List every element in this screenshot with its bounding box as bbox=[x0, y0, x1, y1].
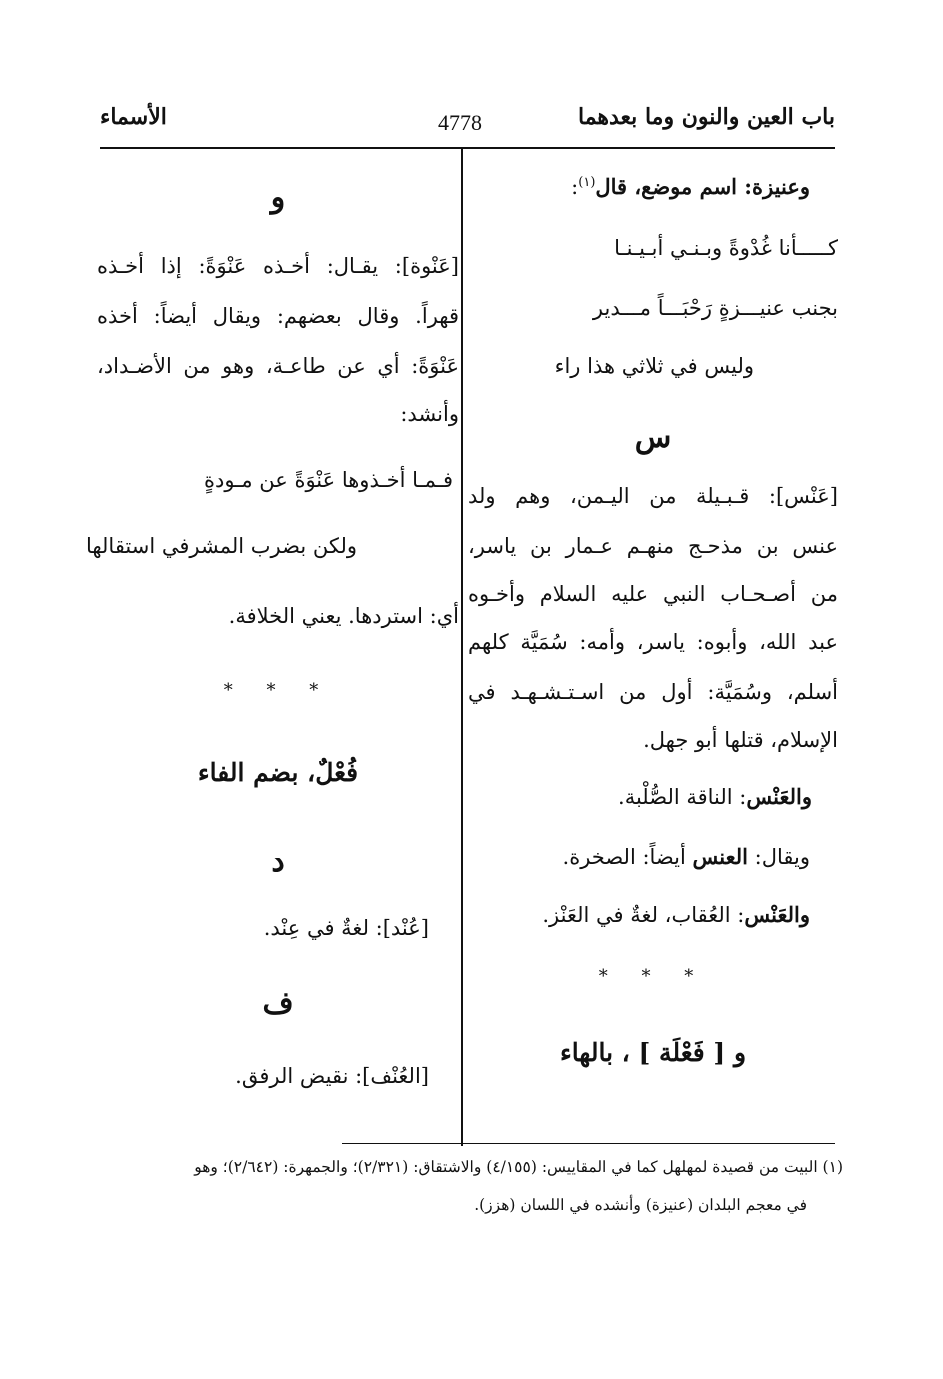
entry-ans-line-6: الإسلام، قتلها أبو جهل. bbox=[643, 728, 838, 752]
entry-ans-line-4: عبد الله، وأبوه: ياسر، وأمه: سُمَيَّة كلهم bbox=[468, 630, 838, 654]
verse-line-1: كـــــأنا غُدْوةً وبـنـي أبـيـنـا bbox=[614, 236, 838, 260]
verse-line-2: بجنب عنيـــزةٍ رَحْبَـــاً مـــدير bbox=[592, 296, 838, 320]
footnote-line-2: في معجم البلدان (عنيزة) وأنشده في اللسان (هزز). bbox=[474, 1196, 807, 1214]
page-number: 4778 bbox=[438, 110, 482, 135]
entry-sakhra: ويقال: العنس أيضاً: الصخرة. bbox=[562, 844, 810, 869]
entry-anwa-line-4: وأنشد: bbox=[400, 402, 459, 426]
section-separator: * * * bbox=[598, 966, 708, 987]
section-separator: * * * bbox=[223, 680, 333, 701]
entry-ans-line-3: من أصـحـاب النبي عليه السلام وأخـوه bbox=[468, 582, 838, 606]
footnote-line-1: (١) البيت من قصيدة لمهلهل كما في المقاييس: (٤/١٥٥) والاشتقاق: (٢/٣٢١)؛ والجمهرة: (٢/٦٤٢)؛ وهو bbox=[194, 1158, 843, 1176]
gloss-line: أي: استردها. يعني الخلافة. bbox=[228, 604, 459, 628]
entry-unayza: وعنيزة: اسم موضع، قال$^{(١)}$: bbox=[571, 174, 810, 199]
letter-heading-fa: ف bbox=[262, 986, 294, 1021]
note-line: وليس في ثلاثي هذا راء bbox=[554, 354, 754, 378]
footnote-ref: (١) bbox=[578, 175, 596, 190]
entry-naqa: والعَنْس: الناقة الصُّلْبة. bbox=[618, 784, 812, 809]
running-head-chapter: باب العين والنون وما بعدهما bbox=[577, 104, 835, 130]
entry-uqab: والعَنْس: العُقاب، لغةٌ في العَنْز. bbox=[542, 902, 810, 927]
entry-ans-line-2: عنس بن مذحـج منهـم عـمار بن ياسر، bbox=[468, 534, 838, 558]
letter-heading-dal: د bbox=[271, 844, 285, 879]
pattern-heading-ful: فُعْلٌ، بضم الفاء bbox=[197, 758, 359, 787]
entry-anwa-line-2: قهراً. وقال بعضهم: ويقال أيضاً: أخذه bbox=[97, 304, 459, 328]
header-rule bbox=[100, 147, 835, 149]
running-head-section: الأسماء bbox=[100, 104, 167, 130]
column-divider bbox=[461, 148, 463, 1146]
verse-line-1: فـمـا أخـذوها عَنْوَةً عن مـودةٍ bbox=[203, 468, 453, 492]
verse-line-2: ولكن بضرب المشرفي استقالها bbox=[85, 534, 357, 558]
entry-anwa-line-3: عَنْوَةً: أي عن طاعـة، وهو من الأضـداد، bbox=[97, 354, 459, 378]
entry-ans-line-5: أسلم، وسُمَيَّة: أول من اسـتـشـهـد في bbox=[468, 680, 838, 704]
entry-und: [عُنْد]: لغةٌ في عِنْد. bbox=[263, 916, 429, 940]
entry-anwa-line-1: [عَنْوة]: يقـال: أخـذه عَنْوَةً: إذا أخـذه bbox=[97, 254, 459, 278]
entry-ans-line-1: [عَنْس]: قـبـيلة من اليـمن، وهم ولد bbox=[468, 484, 838, 508]
letter-heading-sin: س bbox=[634, 420, 672, 455]
letter-heading-waw: و bbox=[270, 180, 286, 215]
pattern-heading-falah: و [ فَعْلَة ] ، بالهاء bbox=[559, 1038, 747, 1067]
footnote-rule bbox=[342, 1143, 835, 1144]
entry-unf: [العُنْف]: نقيض الرفق. bbox=[235, 1064, 429, 1088]
